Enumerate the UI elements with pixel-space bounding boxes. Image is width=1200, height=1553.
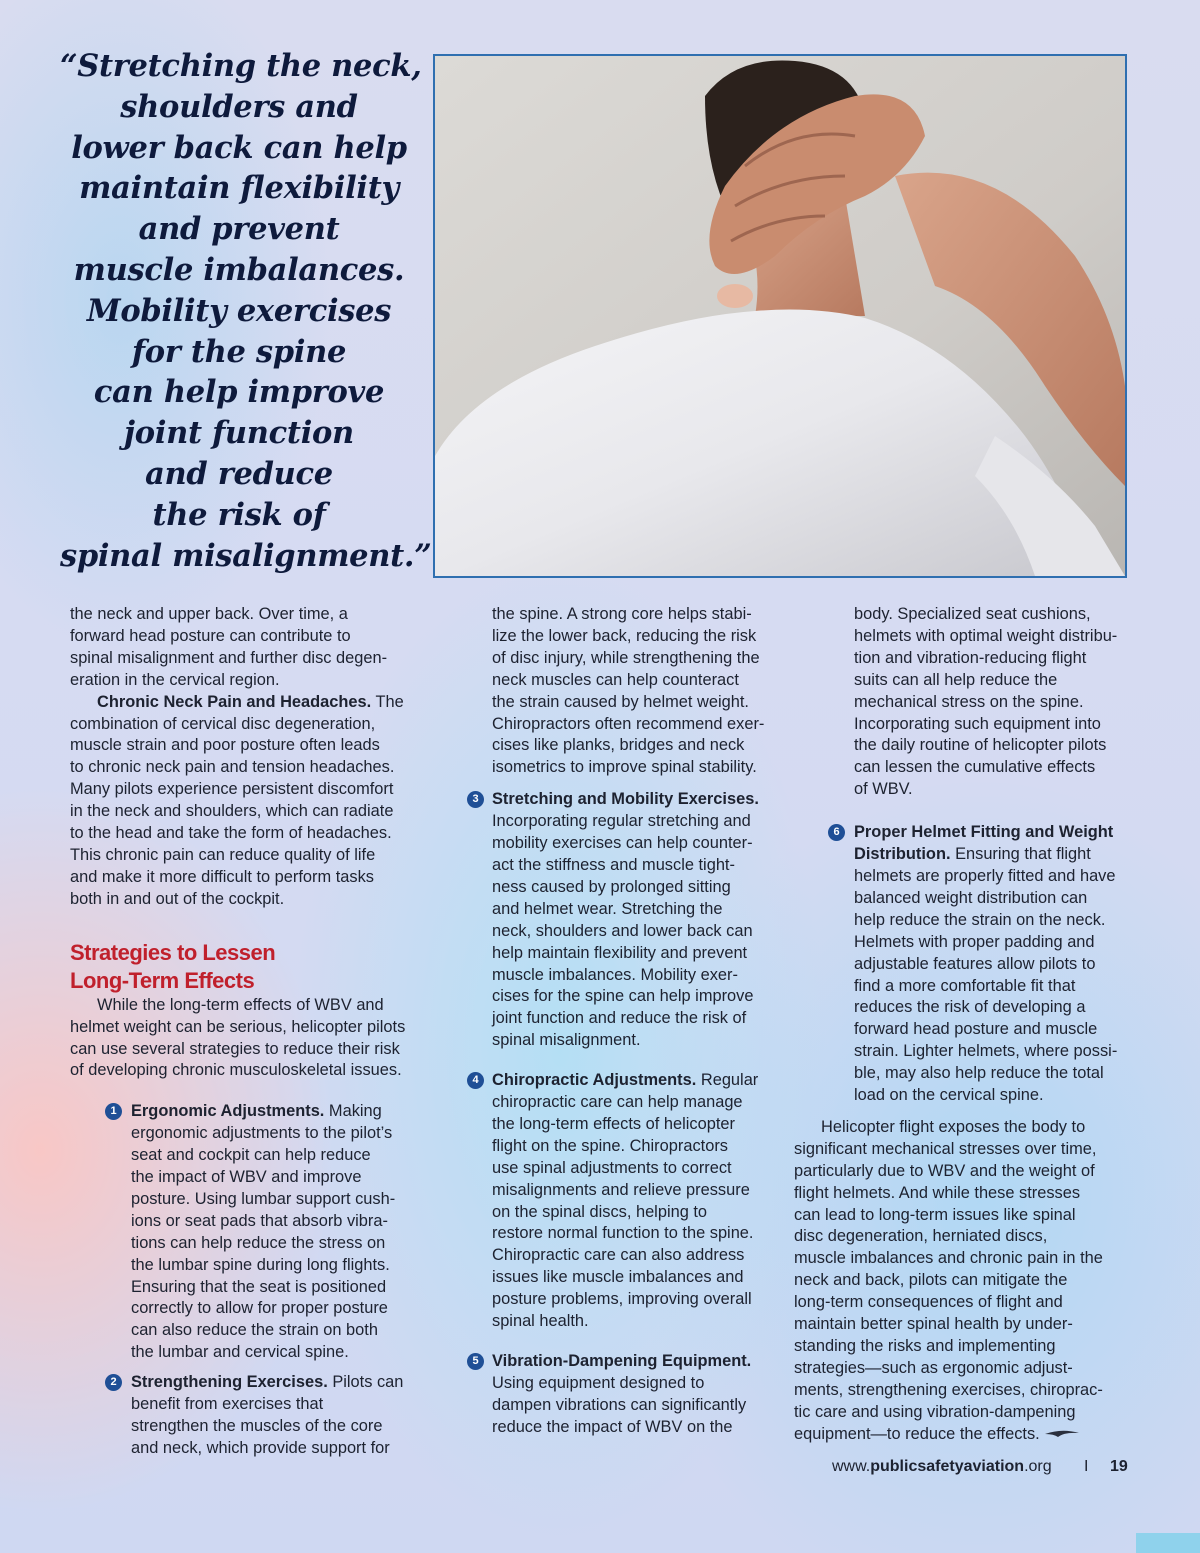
strategy-item-3	[464, 789, 774, 1052]
pull-quote-line-13: spinal misalignment.”	[60, 537, 432, 574]
number-badge-2: 2	[105, 1374, 122, 1391]
closing-line-5: can lead to long-term issues like spinal	[794, 1205, 1076, 1224]
page-number: 19	[1110, 1458, 1128, 1475]
column-2	[464, 604, 774, 1439]
col3-cont-line-4: suits can all help reduce the	[854, 670, 1058, 689]
footer-separator: I	[1084, 1458, 1089, 1475]
pull-quote-line-1: “Stretching the neck,	[60, 48, 422, 84]
footer-url[interactable]	[832, 1458, 1052, 1475]
item1-line-1: ergonomic adjustments to the pilot’s	[131, 1124, 393, 1143]
item2-line-3: and neck, which provide support for	[131, 1438, 390, 1457]
col3-cont-line-2: helmets with optimal weight distribu-	[854, 626, 1118, 645]
item4-line-1: chiropractic care can help manage	[492, 1093, 743, 1112]
col3-cont-line-8: can lessen the cumulative effects	[854, 758, 1096, 777]
chronic-pain-line-3: to chronic neck pain and tension headaches.	[70, 758, 395, 777]
item4-line-9: issues like muscle imbalances and	[492, 1268, 744, 1287]
page-footer	[832, 1458, 1132, 1482]
item4-line-5: misalignments and relieve pressure	[492, 1180, 750, 1199]
photo-illustration	[435, 56, 1125, 576]
strategies-line-2: helmet weight can be serious, helicopter pilots	[70, 1017, 406, 1036]
heading-line-1: Strategies to Lessen	[70, 939, 276, 965]
item1-first-rest: Making	[324, 1102, 382, 1121]
pull-quote	[60, 46, 432, 576]
item4-line-6: on the spinal discs, helping to	[492, 1202, 708, 1221]
item6-lead-2: Distribution.	[854, 845, 951, 864]
item2-line-2: strengthen the muscles of the core	[131, 1417, 383, 1435]
item6-lead-1: Proper Helmet Fitting and Weight	[854, 823, 1114, 842]
number-badge-1: 1	[105, 1103, 122, 1120]
col1-intro-line-1: the neck and upper back. Over time, a	[70, 605, 348, 623]
pull-quote-line-6: muscle imbalances.	[73, 251, 405, 288]
closing-line-11: standing the risks and implementing	[794, 1337, 1056, 1355]
col1-intro-line-4: eration in the cervical region.	[70, 670, 280, 689]
item6-line-3: help reduce the strain on the neck.	[854, 910, 1106, 929]
item1-body	[131, 1123, 410, 1364]
item2-line-1: benefit from exercises that	[131, 1395, 324, 1414]
heading-line-2: Long-Term Effects	[70, 967, 255, 993]
col2-cont-line-8: isometrics to improve spinal stability.	[492, 758, 757, 777]
col2-cont-line-3: of disc injury, while strengthening the	[492, 648, 760, 667]
corner-color-block	[1136, 1533, 1200, 1553]
chronic-pain-line-4: Many pilots experience persistent discomfort	[70, 780, 394, 799]
item5-line-2: dampen vibrations can significantly	[492, 1395, 747, 1414]
helicopter-end-mark-icon	[1044, 1428, 1080, 1440]
item5-line-1: Using equipment designed to	[492, 1373, 705, 1392]
item1-lead: Ergonomic Adjustments.	[131, 1102, 325, 1121]
closing-line-15: equipment—to reduce the effects.	[794, 1424, 1134, 1446]
number-badge-5: 5	[467, 1353, 484, 1370]
strategy-item-6	[794, 822, 1134, 1107]
pull-quote-line-4: maintain flexibility	[79, 170, 399, 207]
pull-quote-line-5: and prevent	[138, 211, 340, 248]
item3-line-9: cises for the spine can help improve	[492, 987, 754, 1006]
item1-line-6: tions can help reduce the stress on	[131, 1233, 386, 1252]
item5-body	[492, 1373, 774, 1439]
col1-intro-line-2: forward head posture can contribute to	[70, 626, 351, 645]
closing-line-10: maintain better spinal health by under-	[794, 1315, 1073, 1334]
item4-first-rest: Regular	[696, 1071, 759, 1090]
number-badge-4: 4	[467, 1072, 484, 1089]
col2-cont-line-7: cises like planks, bridges and neck	[492, 736, 745, 755]
item1-line-5: ions or seat pads that absorb vibra-	[131, 1211, 388, 1230]
item1-line-7: the lumbar spine during long flights.	[131, 1255, 390, 1274]
pull-quote-line-7: Mobility exercises	[86, 292, 392, 329]
chronic-pain-body	[70, 714, 410, 911]
closing-line-8: neck and back, pilots can mitigate the	[794, 1271, 1068, 1290]
item5-line-3: reduce the impact of WBV on the	[492, 1417, 733, 1436]
strategy-item-5	[464, 1351, 774, 1439]
item3-line-2: mobility exercises can help counter-	[492, 834, 753, 853]
chronic-pain-lead: Chronic Neck Pain and Headaches.	[97, 692, 372, 711]
item4-line-3: flight on the spine. Chiropractors	[492, 1136, 728, 1155]
chronic-pain-line-5: in the neck and shoulders, which can radiate	[70, 802, 394, 821]
item3-lead: Stretching and Mobility Exercises.	[492, 790, 759, 809]
item4-line-11: spinal health.	[492, 1312, 589, 1331]
column-3	[794, 604, 1134, 1446]
col2-cont-line-4: neck muscles can help counteract	[492, 670, 739, 689]
col2-cont-line-2: lize the lower back, reducing the risk	[492, 626, 757, 645]
item3-line-1: Incorporating regular stretching and	[492, 812, 751, 831]
item2-lead: Strengthening Exercises.	[131, 1373, 328, 1392]
strategy-item-4	[464, 1070, 774, 1333]
col3-cont-line-1: body. Specialized seat cushions,	[854, 605, 1091, 623]
item6-line-7: reduces the risk of developing a	[854, 998, 1086, 1017]
item3-line-4: ness caused by prolonged sitting	[492, 877, 731, 896]
chronic-pain-first-rest: The	[371, 692, 404, 711]
strategy-item-1	[70, 1101, 410, 1364]
item3-line-6: neck, shoulders and lower back can	[492, 921, 753, 940]
closing-line-14: tic care and using vibration-dampening	[794, 1402, 1076, 1421]
column-1	[70, 604, 410, 1460]
strategies-line-4: of developing chronic musculoskeletal issues.	[70, 1061, 402, 1080]
item6-line-11: load on the cervical spine.	[854, 1086, 1044, 1105]
item6-line-9: strain. Lighter helmets, where possi-	[854, 1042, 1118, 1061]
item3-line-7: help maintain flexibility and prevent	[492, 943, 748, 962]
item4-line-4: use spinal adjustments to correct	[492, 1158, 732, 1177]
item6-line-10: ble, may also help reduce the total	[854, 1064, 1104, 1083]
item3-line-3: act the stiffness and muscle tight-	[492, 855, 735, 874]
item2-body	[131, 1394, 410, 1460]
col3-cont-line-7: the daily routine of helicopter pilots	[854, 736, 1107, 755]
section-heading	[70, 939, 410, 995]
col3-cont-line-3: tion and vibration-reducing flight	[854, 648, 1087, 667]
pull-quote-line-11: and reduce	[145, 455, 333, 492]
pull-quote-line-9: can help improve	[93, 374, 385, 411]
item6-line-6: find a more comfortable fit that	[854, 976, 1076, 995]
item6-line-1: helmets are properly fitted and have	[854, 866, 1116, 885]
item6-line-5: adjustable features allow pilots to	[854, 954, 1096, 973]
item1-line-9: correctly to allow for proper posture	[131, 1299, 388, 1318]
col2-cont-line-5: the strain caused by helmet weight.	[492, 692, 749, 711]
col3-cont-line-6: Incorporating such equipment into	[854, 714, 1101, 733]
item4-line-8: Chiropractic care can also address	[492, 1246, 745, 1265]
item2-first-rest: Pilots can	[327, 1373, 404, 1392]
col3-continuation	[854, 604, 1134, 801]
item1-line-11: the lumbar and cervical spine.	[131, 1343, 349, 1362]
chronic-pain-line-6: to the head and take the form of headaches.	[70, 824, 392, 843]
chronic-pain-line-2: muscle strain and poor posture often leads	[70, 736, 380, 755]
pull-quote-line-10: joint function	[124, 415, 354, 452]
item4-line-10: posture problems, improving overall	[492, 1290, 752, 1309]
closing-line-2: significant mechanical stresses over time,	[794, 1139, 1097, 1158]
item1-line-4: posture. Using lumbar support cush-	[131, 1189, 396, 1208]
closing-body	[794, 1117, 1134, 1446]
footer-domain: publicsafetyaviation	[870, 1458, 1025, 1475]
item3-line-8: muscle imbalances. Mobility exer-	[492, 965, 738, 984]
closing-line-12: strategies—such as ergonomic adjust-	[794, 1358, 1073, 1377]
item6-first-rest: Ensuring that flight	[950, 845, 1091, 864]
item1-line-2: seat and cockpit can help reduce	[131, 1146, 371, 1165]
pull-quote-line-12: the risk of	[152, 496, 326, 533]
item3-line-5: and helmet wear. Stretching the	[492, 899, 723, 918]
col3-cont-line-5: mechanical stress on the spine.	[854, 692, 1084, 711]
item6-line-4: Helmets with proper padding and	[854, 932, 1095, 951]
item4-lead: Chiropractic Adjustments.	[492, 1071, 697, 1090]
item4-line-7: restore normal function to the spine.	[492, 1224, 754, 1243]
item6-line-2: balanced weight distribution can	[854, 888, 1088, 907]
neck-pain-photo	[433, 54, 1127, 578]
item1-line-8: Ensuring that the seat is positioned	[131, 1277, 387, 1296]
col1-intro-line-3: spinal misalignment and further disc degen-	[70, 648, 388, 667]
chronic-pain-line-7: This chronic pain can reduce quality of life	[70, 845, 376, 864]
strategies-line-3: can use several strategies to reduce their risk	[70, 1039, 400, 1058]
strategies-line-1: While the long-term effects of WBV and	[97, 995, 384, 1014]
closing-paragraph	[794, 1117, 1134, 1446]
closing-line-13: ments, strengthening exercises, chiroprac-	[794, 1380, 1103, 1399]
chronic-pain-line-1: combination of cervical disc degeneration,	[70, 714, 376, 733]
item1-line-10: can also reduce the strain on both	[131, 1321, 378, 1340]
col3-cont-line-9: of WBV.	[854, 780, 913, 799]
closing-line-7: muscle imbalances and chronic pain in the	[794, 1249, 1103, 1268]
item3-line-10: joint function and reduce the risk of	[492, 1009, 747, 1028]
footer-www: www.	[832, 1458, 871, 1475]
item3-line-11: spinal misalignment.	[492, 1031, 641, 1050]
item6-body	[854, 866, 1134, 1107]
col2-cont-line-6: Chiropractors often recommend exer-	[492, 714, 765, 733]
strategies-paragraph	[70, 995, 410, 1083]
number-badge-3: 3	[467, 791, 484, 808]
col2-cont-line-1: the spine. A strong core helps stabi-	[492, 605, 752, 623]
item6-line-8: forward head posture and muscle	[854, 1020, 1098, 1039]
chronic-pain-line-8: and make it more difficult to perform tasks	[70, 867, 374, 886]
closing-line-6: disc degeneration, herniated discs,	[794, 1227, 1048, 1246]
col2-continuation	[492, 604, 774, 779]
chronic-pain-line-9: both in and out of the cockpit.	[70, 889, 285, 908]
item5-lead: Vibration-Dampening Equipment.	[492, 1352, 752, 1370]
item1-line-3: the impact of WBV and improve	[131, 1168, 362, 1187]
pull-quote-line-3: lower back can help	[71, 129, 407, 166]
strategy-item-2	[70, 1372, 410, 1460]
item4-line-2: the long-term effects of helicopter	[492, 1114, 735, 1133]
item4-body	[492, 1092, 774, 1333]
number-badge-6: 6	[828, 824, 845, 841]
closing-line-9: long-term consequences of flight and	[794, 1293, 1063, 1312]
pull-quote-line-8: for the spine	[131, 333, 347, 370]
closing-line-4: flight helmets. And while these stresses	[794, 1183, 1081, 1202]
col1-intro-paragraph	[70, 604, 410, 692]
chronic-pain-paragraph	[70, 692, 410, 714]
closing-line-1: Helicopter flight exposes the body to	[821, 1117, 1086, 1136]
footer-tld: .org	[1024, 1458, 1052, 1475]
item3-body	[492, 811, 774, 1052]
pull-quote-line-2: shoulders and	[120, 88, 358, 125]
closing-line-3: particularly due to WBV and the weight of	[794, 1161, 1095, 1180]
